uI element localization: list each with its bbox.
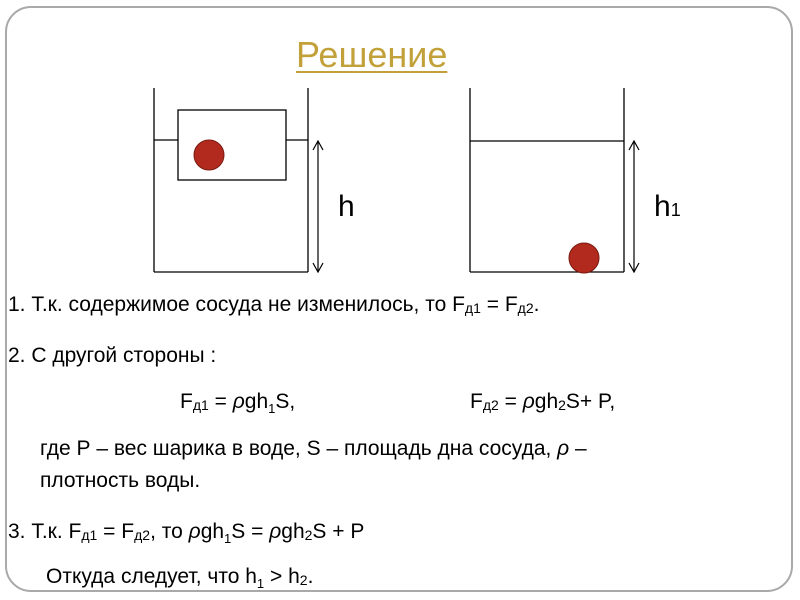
l6-sub4: 2 bbox=[304, 527, 313, 543]
f1-b: = bbox=[208, 390, 233, 413]
l4-b: – bbox=[569, 437, 587, 460]
l6-rho1: ρ bbox=[188, 520, 201, 543]
f1-rho: ρ bbox=[232, 390, 245, 413]
l7-sub2: 2 bbox=[299, 572, 308, 588]
l6-d: gh bbox=[200, 520, 225, 543]
label-h1 bbox=[654, 190, 681, 224]
line1-sub1: д1 bbox=[464, 300, 481, 316]
line1-eq: = F bbox=[480, 293, 518, 316]
label-h bbox=[338, 190, 355, 224]
line1-sub2: д2 bbox=[517, 300, 534, 316]
l6-g: S + P bbox=[312, 520, 365, 543]
f2-b: = bbox=[498, 390, 523, 413]
f1-a: F bbox=[180, 390, 193, 413]
l4-rho: ρ bbox=[557, 437, 570, 460]
label-h1-base: h bbox=[654, 190, 671, 223]
l6-sub3: 1 bbox=[224, 531, 232, 547]
l6-rho2: ρ bbox=[269, 520, 282, 543]
l7-b: > h bbox=[264, 565, 300, 588]
solution-line-5: плотность воды. bbox=[40, 469, 201, 492]
ball-in-box bbox=[194, 140, 224, 170]
f1-sub2: 1 bbox=[268, 401, 276, 417]
label-h1-sub: 1 bbox=[670, 200, 681, 220]
l6-b: = F bbox=[97, 520, 135, 543]
f2-rho: ρ bbox=[522, 390, 535, 413]
f2-sub: д2 bbox=[482, 397, 499, 413]
floating-box bbox=[178, 110, 286, 180]
left-vessel bbox=[154, 88, 323, 272]
slide-title: Решение bbox=[296, 34, 448, 75]
solution-line-6 bbox=[8, 521, 364, 545]
l6-e: S = bbox=[231, 520, 270, 543]
label-h-text: h bbox=[338, 190, 355, 223]
solution-line-2: 2. С другой стороны : bbox=[8, 344, 217, 367]
l7-a: Откуда следует, что h bbox=[46, 565, 257, 588]
line1-end: . bbox=[533, 293, 540, 316]
f1-sub: д1 bbox=[192, 397, 209, 413]
l6-c: , то bbox=[150, 520, 189, 543]
f2-sub2: 2 bbox=[558, 397, 566, 413]
formula-fd1 bbox=[180, 391, 295, 415]
l6-f: gh bbox=[281, 520, 305, 543]
l7-c: . bbox=[307, 565, 314, 588]
l7-sub1: 1 bbox=[256, 576, 265, 592]
l4-a: где Р – вес шарика в воде, S – площадь дна сосуда, bbox=[40, 437, 558, 460]
solution-line-4 bbox=[40, 438, 587, 459]
f1-c: gh bbox=[244, 390, 269, 413]
f2-d: S+ P, bbox=[565, 390, 616, 413]
f2-c: gh bbox=[534, 390, 559, 413]
formula-fd2 bbox=[470, 391, 615, 412]
l6-a: 3. Т.к. F bbox=[8, 520, 82, 543]
solution-line-1 bbox=[8, 294, 539, 315]
l6-sub1: д1 bbox=[81, 527, 98, 543]
line1-text: 1. Т.к. содержимое сосуда не изменилось, то F bbox=[8, 293, 465, 316]
right-vessel bbox=[470, 88, 639, 273]
sunken-ball bbox=[569, 243, 599, 273]
l6-sub2: д2 bbox=[134, 527, 151, 543]
solution-line-7 bbox=[46, 566, 313, 590]
f1-d: S, bbox=[275, 390, 296, 413]
f2-a: F bbox=[470, 390, 483, 413]
